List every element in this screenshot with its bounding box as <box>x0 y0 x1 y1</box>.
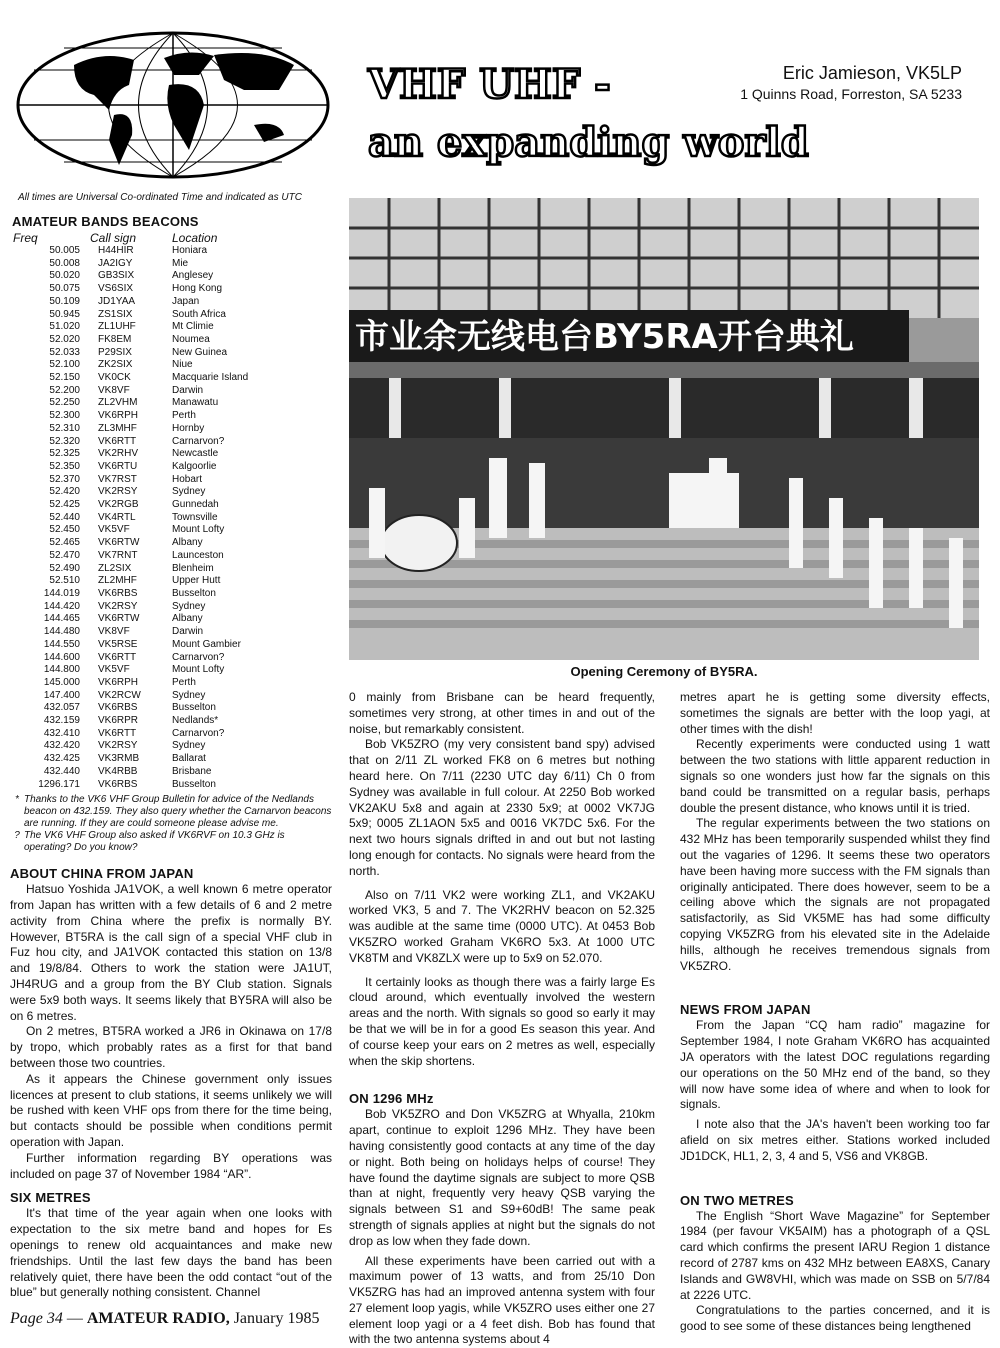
table-row <box>10 245 332 258</box>
beacon-freq: 52.150 <box>10 372 80 385</box>
beacon-freq: 52.250 <box>10 397 80 410</box>
table-row <box>10 334 332 347</box>
beacon-location: Carnarvon? <box>172 728 322 741</box>
beacon-call-sign: VK6RBS <box>80 702 172 715</box>
beacon-call-sign: ZL1UHF <box>80 321 172 334</box>
beacon-location: Mount Lofty <box>172 524 322 537</box>
beacon-call-sign: VK6RPR <box>80 715 172 728</box>
footnote-question: ? The VK6 VHF Group also asked if VK6RVF on 10.3 GHz is operating? Do you know? <box>10 830 332 854</box>
beacon-call-sign: VK8VF <box>80 385 172 398</box>
beacon-call-sign: VK6RTW <box>80 613 172 626</box>
beacon-location: Upper Hutt <box>172 575 322 588</box>
col-freq: Freq <box>10 231 90 245</box>
table-row <box>10 677 332 690</box>
beacon-location: Albany <box>172 537 322 550</box>
paragraph: As it appears the Chinese government only issues licences at present to club stations, it seems unlikely we will be rushed with keen VHF ops from there for the time being, but contacts should be possible when conditions permit operation with Japan. <box>10 1072 332 1151</box>
paragraph: Also on 7/11 VK2 were working ZL1, and VK2AKU worked VK3, 5 and 7. The VK2RHV beacon on 52.325 was audible at the same time (0000 UTC). At 0453 Bob VK5ZRO worked Graham VK6RO 5x3. At 1000 UTC VK8TM and VK8ZLX were up to 5x9 on 52.070. <box>349 888 655 967</box>
beacon-location: Darwin <box>172 626 322 639</box>
table-row <box>10 385 332 398</box>
news-japan-heading: NEWS FROM JAPAN <box>680 1002 990 1018</box>
beacon-freq: 50.005 <box>10 245 80 258</box>
title-line-2: an expanding world <box>368 119 809 166</box>
beacon-freq: 52.510 <box>10 575 80 588</box>
beacon-call-sign: VK5RSE <box>80 639 172 652</box>
beacon-call-sign: ZK2SIX <box>80 359 172 372</box>
beacon-call-sign: VK2RSY <box>80 601 172 614</box>
beacon-location: Niue <box>172 359 322 372</box>
beacon-call-sign: VK2RCW <box>80 690 172 703</box>
photo-caption: Opening Ceremony of BY5RA. <box>349 664 979 679</box>
beacon-location: Carnarvon? <box>172 652 322 665</box>
beacon-freq: 52.300 <box>10 410 80 423</box>
beacon-call-sign: VK2RHV <box>80 448 172 461</box>
beacon-location: Hornby <box>172 423 322 436</box>
table-row <box>10 690 332 703</box>
beacon-location: Mie <box>172 258 322 271</box>
paragraph: Bob VK5ZRO and Don VK5ZRG at Whyalla, 210km apart, continue to exploit 1296 MHz. They have been having consistently good contacts at any time of the day or night. Both being on holidays helps of course! They have found the daytime signals are subject to more QSB than at night, frequently very heavy QSB varying the signals between S1 and S9+60dB! The same peak strength of signals applies at night but the signals do not drop as low when they fade down. <box>349 1107 655 1249</box>
table-row <box>10 753 332 766</box>
beacon-freq: 50.020 <box>10 270 80 283</box>
beacon-location: Busselton <box>172 588 322 601</box>
beacon-freq: 52.100 <box>10 359 80 372</box>
table-row <box>10 715 332 728</box>
paragraph: Hatsuo Yoshida JA1VOK, a well known 6 metre operator from Japan has written with a few details of 6 and 2 metre activity from China where the prefix is normally BY. However, BT5RA is the call sign of a special VHF club in Fuz hou city, and JA1VOK contacted this station on 13/8 and 19/8/84. Others to work the station were JA1UT, JH4RUG and a group from the BY Club station. Signals were 5x9 both ways. It seems likely that BY5RA will also be on 6 metres. <box>10 882 332 1024</box>
beacon-freq: 52.465 <box>10 537 80 550</box>
paragraph: From the Japan “CQ ham radio” magazine for September 1984, I note Graham VK6RO has acquainted JA operators with the latest DOC regulations regarding our operations on the 50 MHz end of the band, so they will now have some idea of where and when to look for signals. <box>680 1018 990 1113</box>
table-row <box>10 779 332 792</box>
beacon-location: Hobart <box>172 474 322 487</box>
beacon-location: Manawatu <box>172 397 322 410</box>
beacon-call-sign: ZS1SIX <box>80 309 172 322</box>
footnote-star: * Thanks to the VK6 VHF Group Bulletin for advice of the Nedlands beacon on 432.159. They also query whether the Carnarvon beacons are running. If they are could someone please advise me. <box>10 794 332 830</box>
beacon-freq: 52.450 <box>10 524 80 537</box>
beacon-freq: 144.480 <box>10 626 80 639</box>
beacon-freq: 52.440 <box>10 512 80 525</box>
table-row <box>10 296 332 309</box>
globe-logo-icon <box>14 30 332 180</box>
beacon-call-sign: H44HIR <box>80 245 172 258</box>
beacon-location: Anglesey <box>172 270 322 283</box>
beacon-freq: 144.550 <box>10 639 80 652</box>
table-row <box>10 309 332 322</box>
beacon-call-sign: VK6RTW <box>80 537 172 550</box>
beacon-freq: 144.600 <box>10 652 80 665</box>
title-line-1: VHF UHF - <box>367 61 611 108</box>
beacon-location: South Africa <box>172 309 322 322</box>
table-row <box>10 397 332 410</box>
beacon-location: Townsville <box>172 512 322 525</box>
table-row <box>10 613 332 626</box>
beacon-call-sign: VK8VF <box>80 626 172 639</box>
beacon-footnotes <box>10 794 332 854</box>
two-metres-heading: ON TWO METRES <box>680 1193 990 1209</box>
beacon-freq: 52.350 <box>10 461 80 474</box>
beacon-location: Mt Climie <box>172 321 322 334</box>
beacon-call-sign: VK2RGB <box>80 499 172 512</box>
middle-column <box>349 690 655 1348</box>
beacon-location: Busselton <box>172 702 322 715</box>
table-row <box>10 448 332 461</box>
table-row <box>10 410 332 423</box>
beacon-freq: 144.800 <box>10 664 80 677</box>
1296-heading: ON 1296 MHz <box>349 1091 655 1107</box>
beacon-call-sign: VK6RPH <box>80 410 172 423</box>
beacon-call-sign: GB3SIX <box>80 270 172 283</box>
beacon-freq: 145.000 <box>10 677 80 690</box>
beacon-freq: 50.945 <box>10 309 80 322</box>
paragraph: The English “Short Wave Magazine” for September 1984 (per favour VK5AIM) has a photograph of a QSL card which confirms the present IARU Region 1 distance record of 2787 kms on 432 MHz between EA8XS, Canary Islands and GW8VHI, which was made on SSB on 5/7/84 at 2226 UTC. <box>680 1209 990 1304</box>
paragraph: The regular experiments between the two stations on 432 MHz has been temporarily suspended whilst they find out the vagaries of 1296. It seems these two operators have been having more success with the FM signals than originally anticipated. There does however, seem to be a ceiling above which the signals are not propagated satisfactorily, as Sid VK5ME has had some difficulty copying VK5ZRG from his elevated site in the Adelaide hills, although he receives tremendous signals from VK5ZRO. <box>680 816 990 974</box>
beacon-freq: 432.420 <box>10 740 80 753</box>
table-row <box>10 575 332 588</box>
beacon-call-sign: ZL3MHF <box>80 423 172 436</box>
beacon-call-sign: VK5VF <box>80 664 172 677</box>
beacon-call-sign: ZL2VHM <box>80 397 172 410</box>
table-row <box>10 639 332 652</box>
table-row <box>10 626 332 639</box>
beacon-location: Sydney <box>172 740 322 753</box>
beacon-freq: 50.109 <box>10 296 80 309</box>
beacons-table-header <box>10 231 332 245</box>
paragraph: It's that time of the year again when one looks with expectation to the six metre band and hopes for Es openings to renew old acquaintances and make new friendships. Until the last few days the band has been relatively quiet, there have been the odd contact “out of the blue” but generally nothing consistent. Channel <box>10 1206 332 1301</box>
footer-dash: — <box>67 1310 83 1327</box>
beacon-freq: 52.310 <box>10 423 80 436</box>
china-body <box>10 882 332 1182</box>
beacon-location: Gunnedah <box>172 499 322 512</box>
beacon-call-sign: VK6RTT <box>80 436 172 449</box>
beacon-freq: 52.020 <box>10 334 80 347</box>
beacon-call-sign: P29SIX <box>80 347 172 360</box>
beacon-call-sign: VK6RBS <box>80 779 172 792</box>
byline <box>740 62 962 104</box>
beacon-freq: 52.420 <box>10 486 80 499</box>
beacon-freq: 144.420 <box>10 601 80 614</box>
table-row <box>10 652 332 665</box>
table-row <box>10 436 332 449</box>
table-row <box>10 766 332 779</box>
beacon-location: Noumea <box>172 334 322 347</box>
beacon-location: Japan <box>172 296 322 309</box>
beacon-freq: 52.470 <box>10 550 80 563</box>
table-row <box>10 486 332 499</box>
photo-illustration <box>349 198 979 660</box>
beacon-call-sign: VK6RPH <box>80 677 172 690</box>
table-row <box>10 524 332 537</box>
beacon-call-sign: VK6RTT <box>80 728 172 741</box>
beacon-location: Sydney <box>172 690 322 703</box>
table-row <box>10 321 332 334</box>
beacon-call-sign: VK5VF <box>80 524 172 537</box>
page-footer <box>10 1310 319 1328</box>
table-row <box>10 550 332 563</box>
table-row <box>10 474 332 487</box>
paragraph: Bob VK5ZRO (my very consistent band spy) advised that on 2/11 ZL worked FK8 on 6 metres but nothing heard here. On 7/11 (2230 UTC day 6/11) Ch 0 from Sydney was available in full colour. At 2250 Bob worked VK2AKU 5x8 and again at 2330 5x9; at 0002 VK7JG 5x9; 0005 ZL1AON 5x5 and 0016 VK7DC 5x6. For the next two hours signals drifted in and out but not lasting long enough for contacts. No signals were heard from the north. <box>349 737 655 879</box>
china-heading: ABOUT CHINA FROM JAPAN <box>10 866 332 882</box>
beacon-call-sign: JD1YAA <box>80 296 172 309</box>
beacon-location: New Guinea <box>172 347 322 360</box>
author-name: Eric Jamieson, VK5LP <box>740 62 962 84</box>
table-row <box>10 283 332 296</box>
beacon-call-sign: VK4RBB <box>80 766 172 779</box>
col-location: Location <box>172 231 322 245</box>
beacon-freq: 52.370 <box>10 474 80 487</box>
beacon-location: Kalgoorlie <box>172 461 322 474</box>
beacon-location: Albany <box>172 613 322 626</box>
beacon-location: Sydney <box>172 486 322 499</box>
beacon-freq: 432.057 <box>10 702 80 715</box>
six-metres-heading: SIX METRES <box>10 1190 332 1206</box>
paragraph: Congratulations to the parties concerned, and it is good to see some of these distances being lengthened <box>680 1303 990 1335</box>
beacon-call-sign: VK6RTU <box>80 461 172 474</box>
table-row <box>10 270 332 283</box>
beacon-call-sign: VK2RSY <box>80 486 172 499</box>
paragraph: It certainly looks as though there was a fairly large Es cloud around, which eventually involved the western areas and the north. With signals so good so early it may be that we will be in for a good Es season this year. And of course keep your ears on 2 metres as well, especially when the skip shortens. <box>349 975 655 1070</box>
table-row <box>10 499 332 512</box>
beacon-freq: 52.425 <box>10 499 80 512</box>
beacon-location: Honiara <box>172 245 322 258</box>
beacon-freq: 432.410 <box>10 728 80 741</box>
table-row <box>10 461 332 474</box>
beacon-call-sign: VS6SIX <box>80 283 172 296</box>
paragraph: I note also that the JA's haven't been working too far afield on six metres either. Stations worked included JD1DCK, HL1, 2, 3, 4 and 5, VS6 and VK8GB. <box>680 1117 990 1164</box>
beacon-location: Brisbane <box>172 766 322 779</box>
beacon-location: Carnarvon? <box>172 436 322 449</box>
beacon-freq: 52.320 <box>10 436 80 449</box>
table-row <box>10 423 332 436</box>
beacon-location: Sydney <box>172 601 322 614</box>
beacon-call-sign: VK6RTT <box>80 652 172 665</box>
beacon-location: Mount Gambier <box>172 639 322 652</box>
table-row <box>10 702 332 715</box>
beacon-call-sign: VK7RST <box>80 474 172 487</box>
beacon-call-sign: VK4RTL <box>80 512 172 525</box>
beacon-freq: 432.159 <box>10 715 80 728</box>
paragraph: On 2 metres, BT5RA worked a JR6 in Okinawa on 17/8 by tropo, which probably rates as a first for that band between those two countries. <box>10 1024 332 1071</box>
beacon-call-sign: JA2IGY <box>80 258 172 271</box>
beacon-location: Ballarat <box>172 753 322 766</box>
beacon-freq: 144.465 <box>10 613 80 626</box>
ceremony-photo <box>349 198 979 660</box>
beacon-location: Mount Lofty <box>172 664 322 677</box>
paragraph: All these experiments have been carried out with a maximum power of 13 watts, and from 25/10 Don VK5ZRG has had an improved antenna system with four 27 element loop yagis, while VK5ZRO uses either one 27 element loop yagi or a 4 feet dish. Bob has found that with the two antenna systems about 4 <box>349 1254 655 1348</box>
beacon-freq: 432.440 <box>10 766 80 779</box>
beacon-location: Launceston <box>172 550 322 563</box>
paragraph: Recently experiments were conducted using 1 watt between the two stations with little apparent reduction in signals so one wonders just how far the signals on this band could be transmitted on a regular basis, perhaps double the present distance, who knows until it is tried. <box>680 737 990 816</box>
col-call-sign: Call sign <box>90 231 172 245</box>
table-row <box>10 258 332 271</box>
paragraph: Further information regarding BY operations was included on page 37 of November 1984 “AR”. <box>10 1151 332 1183</box>
beacon-call-sign: FK8EM <box>80 334 172 347</box>
beacon-location: Hong Kong <box>172 283 322 296</box>
beacon-freq: 50.008 <box>10 258 80 271</box>
table-row <box>10 601 332 614</box>
beacons-heading: AMATEUR BANDS BEACONS <box>12 214 332 230</box>
table-row <box>10 372 332 385</box>
table-row <box>10 588 332 601</box>
beacon-location: Perth <box>172 410 322 423</box>
beacon-location: Nedlands* <box>172 715 322 728</box>
beacon-call-sign: VK3RMB <box>80 753 172 766</box>
beacon-location: Macquarie Island <box>172 372 322 385</box>
beacon-location: Perth <box>172 677 322 690</box>
beacon-freq: 52.325 <box>10 448 80 461</box>
beacon-call-sign: VK0CK <box>80 372 172 385</box>
table-row <box>10 512 332 525</box>
beacons-table <box>10 245 332 791</box>
table-row <box>10 359 332 372</box>
table-row <box>10 740 332 753</box>
beacon-freq: 147.400 <box>10 690 80 703</box>
paragraph: 0 mainly from Brisbane can be heard frequently, sometimes very strong, at other times in and out of the noise, but remarkably consistent. <box>349 690 655 737</box>
left-column <box>10 192 332 1301</box>
table-row <box>10 664 332 677</box>
issue-date: January 1985 <box>234 1310 320 1327</box>
beacon-freq: 432.425 <box>10 753 80 766</box>
right-column <box>680 690 990 1335</box>
beacon-freq: 1296.171 <box>10 779 80 792</box>
beacon-freq: 51.020 <box>10 321 80 334</box>
beacon-call-sign: ZL2MHF <box>80 575 172 588</box>
author-address: 1 Quinns Road, Forreston, SA 5233 <box>740 84 962 104</box>
beacon-location: Blenheim <box>172 563 322 576</box>
beacon-freq: 50.075 <box>10 283 80 296</box>
beacon-call-sign: ZL2SIX <box>80 563 172 576</box>
beacon-freq: 144.019 <box>10 588 80 601</box>
beacon-freq: 52.200 <box>10 385 80 398</box>
beacon-call-sign: VK6RBS <box>80 588 172 601</box>
beacon-call-sign: VK2RSY <box>80 740 172 753</box>
beacon-freq: 52.033 <box>10 347 80 360</box>
paragraph: metres apart he is getting some diversity effects, sometimes the signals are better with the loop yagi, at other times with the dish! <box>680 690 990 737</box>
beacon-location: Newcastle <box>172 448 322 461</box>
table-row <box>10 563 332 576</box>
page-number: Page 34 <box>10 1310 63 1327</box>
beacon-location: Busselton <box>172 779 322 792</box>
beacon-call-sign: VK7RNT <box>80 550 172 563</box>
table-row <box>10 537 332 550</box>
beacon-freq: 52.490 <box>10 563 80 576</box>
table-row <box>10 728 332 741</box>
time-note: All times are Universal Co-ordinated Time and indicated as UTC <box>18 192 332 204</box>
photo-banner-text: 市业余无线电台BY5RA开台典礼 <box>355 317 854 357</box>
magazine-name: AMATEUR RADIO, <box>87 1310 230 1327</box>
table-row <box>10 347 332 360</box>
beacon-location: Darwin <box>172 385 322 398</box>
